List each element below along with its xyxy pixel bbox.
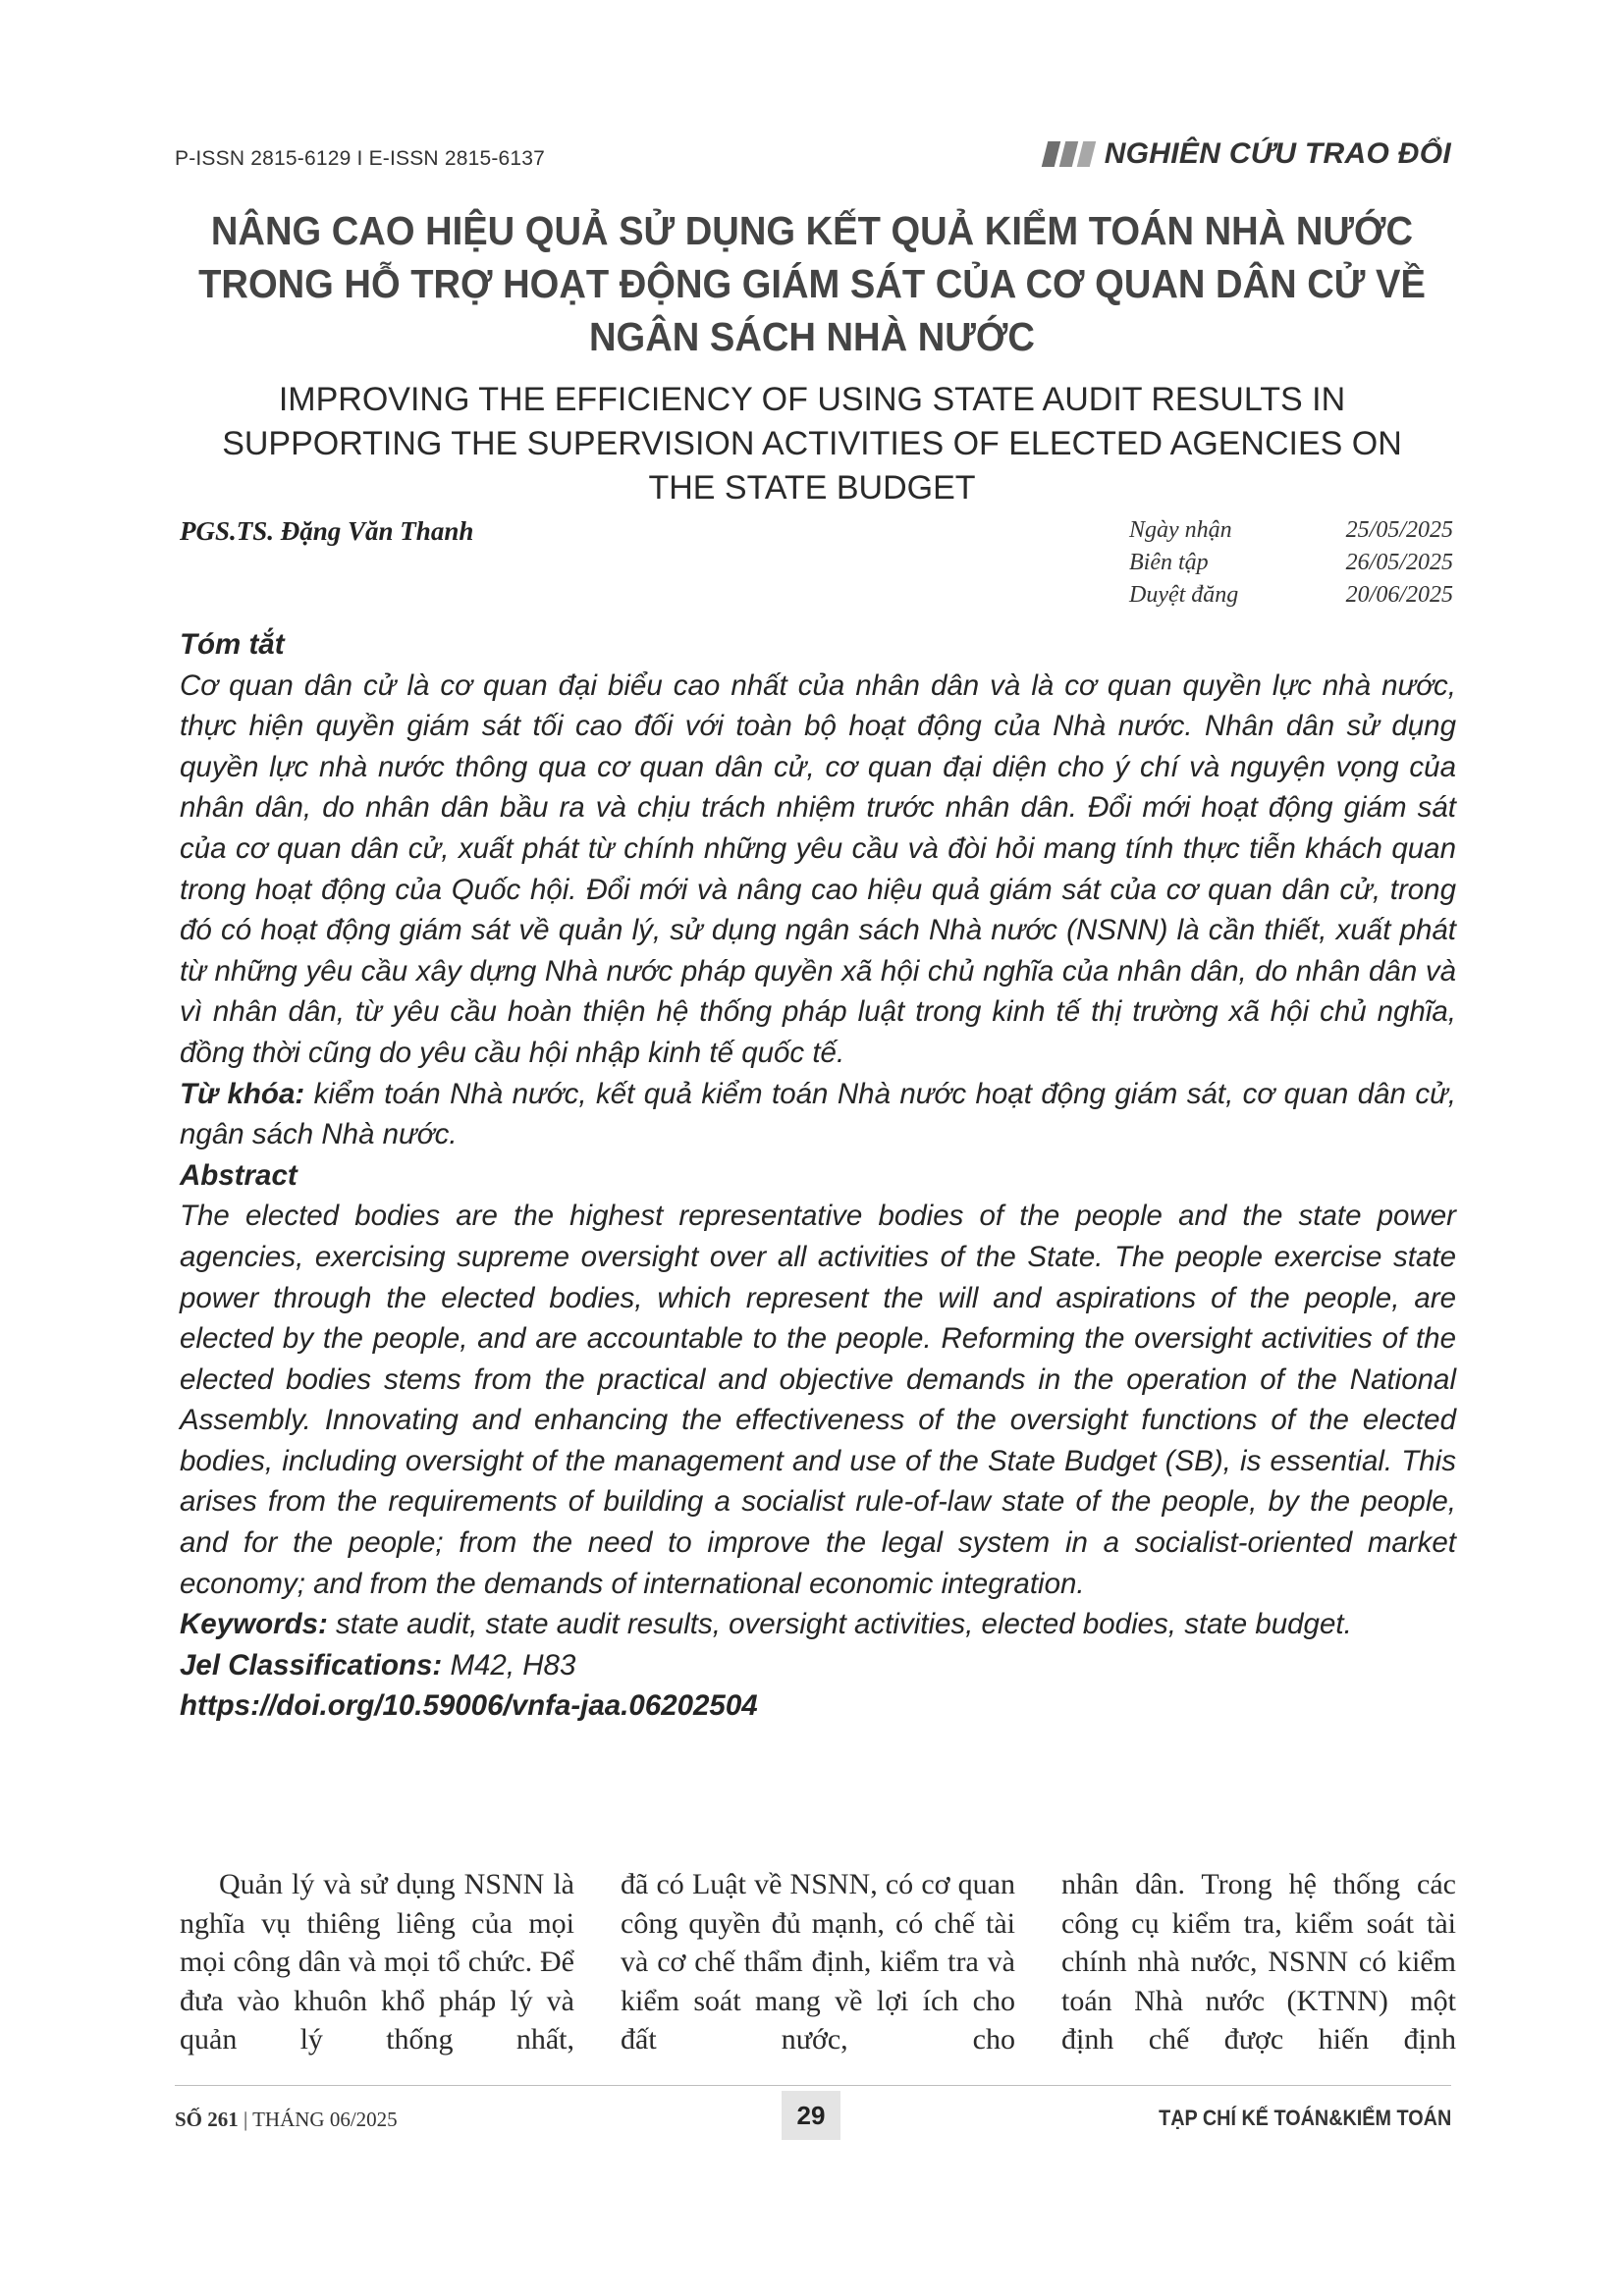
date-row-received bbox=[1129, 514, 1453, 547]
publication-dates bbox=[1129, 514, 1453, 612]
footer-divider bbox=[175, 2085, 1451, 2086]
title-en-line: IMPROVING THE EFFICIENCY OF USING STATE AUDIT RESULTS IN bbox=[278, 381, 1346, 418]
keywords-vi bbox=[180, 1074, 1456, 1155]
date-label: Biên tập bbox=[1129, 550, 1209, 575]
keywords-vi-text: kiểm toán Nhà nước, kết quả kiểm toán Nhà nước hoạt động giám sát, cơ quan dân cử, ngân sách Nhà nước. bbox=[180, 1077, 1456, 1151]
jel-classifications bbox=[180, 1645, 1456, 1686]
date-label: Duyệt đăng bbox=[1129, 582, 1239, 608]
page-number: 29 bbox=[782, 2091, 840, 2140]
abstract-text: The elected bodies are the highest representative bodies of the people and the state power agencies, exercising supreme oversight over all activities of the State. The people exercise state power through the elected bodies, which represent the will and aspirations of the people, are elected by the people, and are accountable to the people. Reforming the oversight activities of the elected bodies stems from the practical and objective demands in the operation of the National Assembly. Innovating and enhancing the effectiveness of the oversight functions of the elected bodies, including oversight of the management and use of the State Budget (SB), is essential. This arises from the requirements of building a socialist rule-of-law state of the people, by the people, and for the people; from the need to improve the legal system in a socialist-oriented market economy; and from the demands of international economic integration. bbox=[180, 1200, 1456, 1600]
abstract-heading: Abstract bbox=[180, 1158, 298, 1192]
summary-heading: Tóm tắt bbox=[180, 628, 285, 661]
date-row-approved bbox=[1129, 579, 1453, 612]
issn-header: P-ISSN 2815-6129 I E-ISSN 2815-6137 bbox=[175, 147, 546, 170]
body-column-3: nhân dân. Trong hệ thống các công cụ kiểm tra, kiểm soát tài chính nhà nước, NSNN có kiểm toán Nhà nước (KTNN) một định chế được hiến định bbox=[1061, 1868, 1456, 2056]
keywords-en-label: Keywords: bbox=[180, 1608, 328, 1641]
section-bars-icon bbox=[1045, 141, 1093, 167]
section-label: NGHIÊN CỨU TRAO ĐỔI bbox=[1104, 137, 1451, 170]
summary-text: Cơ quan dân cử là cơ quan đại biểu cao nhất của nhân dân và là cơ quan quyền lực nhà nước, thực hiện quyền giám sát tối cao đối với toàn bộ hoạt động của Nhà nước. Nhân dân sử dụng quyền lực nhà nước thông qua cơ quan dân cử, cơ quan đại diện cho ý chí và nguyện vọng của nhân dân, do nhân dân bầu ra và chịu trách nhiệm trước nhân dân. Đổi mới hoạt động giám sát của cơ quan dân cử, xuất phát từ chính những yêu cầu và đòi hỏi mang tính thực tiễn khách quan trong hoạt động của Quốc hội. Đổi mới và nâng cao hiệu quả giám sát của cơ quan dân cử, trong đó có hoạt động giám sát về quản lý, sử dụng ngân sách Nhà nước (NSNN) là cần thiết, xuất phát từ những yêu cầu xây dựng Nhà nước pháp quyền xã hội chủ nghĩa của nhân dân, do nhân dân và vì nhân dân, từ yêu cầu hoàn thiện hệ thống pháp luật trong kinh tế thị trường xã hội chủ nghĩa, đồng thời cũng do yêu cầu hội nhập kinh tế quốc tế. bbox=[180, 668, 1456, 1069]
keywords-vi-label: Từ khóa: bbox=[180, 1077, 305, 1110]
issue-number: SỐ 261 bbox=[175, 2108, 239, 2131]
title-english bbox=[147, 378, 1477, 510]
footer-issue bbox=[175, 2108, 398, 2132]
doi-link[interactable]: https://doi.org/10.59006/vnfa-jaa.06202504 bbox=[180, 1689, 758, 1723]
journal-name: TẠP CHÍ KẾ TOÁN&KIỂM TOÁN bbox=[1158, 2106, 1451, 2130]
title-vietnamese bbox=[193, 204, 1430, 363]
keywords-en-text: state audit, state audit results, oversight activities, elected bodies, state budget. bbox=[336, 1608, 1352, 1641]
author-name: PGS.TS. Đặng Văn Thanh bbox=[180, 516, 474, 546]
section-header bbox=[1045, 137, 1451, 171]
date-value: 20/06/2025 bbox=[1345, 582, 1453, 608]
jel-codes: M42, H83 bbox=[450, 1648, 576, 1682]
title-vi-line: NÂNG CAO HIỆU QUẢ SỬ DỤNG KẾT QUẢ KIỂM TOÁN NHÀ NƯỚC bbox=[210, 208, 1414, 253]
date-label: Ngày nhận bbox=[1129, 517, 1232, 543]
date-row-edited bbox=[1129, 547, 1453, 579]
keywords-en bbox=[180, 1604, 1456, 1645]
date-value: 25/05/2025 bbox=[1345, 517, 1453, 543]
body-column-1: Quản lý và sử dụng NSNN là nghĩa vụ thiêng liêng của mọi mọi công dân và mọi tổ chức. Để đưa vào khuôn khổ pháp lý và quản lý thống nhất, bbox=[180, 1868, 574, 2056]
date-value: 26/05/2025 bbox=[1345, 550, 1453, 575]
title-en-line: SUPPORTING THE SUPERVISION ACTIVITIES OF ELECTED AGENCIES ON bbox=[222, 425, 1402, 462]
title-en-line: THE STATE BUDGET bbox=[648, 469, 976, 507]
abstract-section bbox=[180, 624, 1456, 1727]
title-vi-line: TRONG HỖ TRỢ HOẠT ĐỘNG GIÁM SÁT CỦA CƠ QUAN DÂN CỬ VỀ bbox=[198, 261, 1426, 306]
issue-month: | THÁNG 06/2025 bbox=[244, 2108, 398, 2131]
body-column-2: đã có Luật về NSNN, có cơ quan công quyền đủ mạnh, có chế tài và cơ chế thẩm định, kiểm tra và kiểm soát mang về lợi ích cho đất nước, cho bbox=[621, 1868, 1015, 2056]
title-vi-line: NGÂN SÁCH NHÀ NƯỚC bbox=[589, 314, 1035, 359]
body-columns bbox=[180, 1865, 1456, 2059]
jel-label: Jel Classifications: bbox=[180, 1648, 443, 1682]
